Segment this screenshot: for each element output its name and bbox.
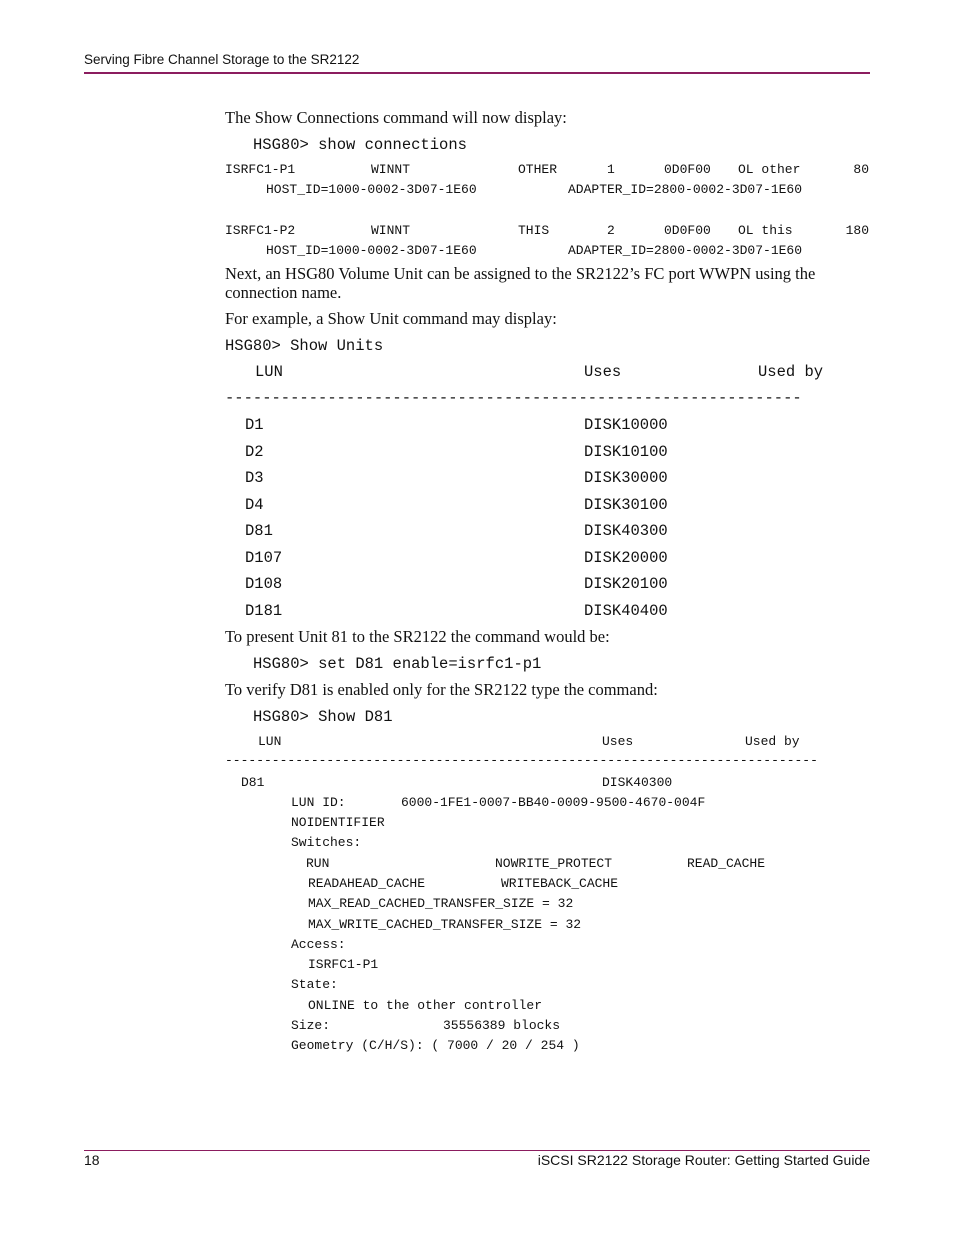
running-header: Serving Fibre Channel Storage to the SR2122 — [84, 52, 360, 67]
connection-controller: OTHER — [518, 162, 558, 177]
d81-header-used-by: Used by — [745, 734, 800, 749]
intro-paragraph: The Show Connections command will now display: — [225, 108, 567, 127]
connection-controller: THIS — [518, 223, 550, 238]
table-row-uses: DISK10000 — [584, 416, 668, 434]
command-show-units: HSG80> Show Units — [225, 337, 384, 355]
max-read-transfer: MAX_READ_CACHED_TRANSFER_SIZE = 32 — [308, 896, 574, 911]
units-header-used-by: Used by — [758, 363, 824, 381]
switch-writeback-cache: WRITEBACK_CACHE — [501, 876, 619, 891]
switch-readahead-cache: READAHEAD_CACHE — [308, 876, 426, 891]
connection-adapter-id: ADAPTER_ID=2800-0002-3D07-1E60 — [568, 182, 803, 197]
connection-port: 1 — [607, 162, 615, 177]
table-row-lun: D181 — [245, 602, 283, 620]
state-value: ONLINE to the other controller — [308, 998, 543, 1013]
footer-guide-title: iSCSI SR2122 Storage Router: Getting Started Guide — [537, 1152, 870, 1168]
switches-label: Switches: — [291, 835, 362, 850]
table-row-lun: D108 — [245, 575, 283, 593]
switch-run: RUN — [306, 856, 330, 871]
access-label: Access: — [291, 937, 346, 952]
lun-id-value: 6000-1FE1-0007-BB40-0009-9500-4670-004F — [401, 795, 706, 810]
table-row-uses: DISK40400 — [584, 602, 668, 620]
switch-read-cache: READ_CACHE — [687, 856, 766, 871]
table-row-uses: DISK10100 — [584, 443, 668, 461]
table-row-uses: DISK40300 — [584, 522, 668, 540]
lun-id-label: LUN ID: — [291, 795, 346, 810]
connection-adapter-id: ADAPTER_ID=2800-0002-3D07-1E60 — [568, 243, 803, 258]
connection-name: ISRFC1-P2 — [225, 223, 296, 238]
connection-name: ISRFC1-P1 — [225, 162, 296, 177]
connection-host-id: HOST_ID=1000-0002-3D07-1E60 — [266, 243, 477, 258]
d81-lun: D81 — [241, 775, 265, 790]
table-row-lun: D2 — [245, 443, 264, 461]
command-set-d81: HSG80> set D81 enable=isrfc1-p1 — [253, 655, 542, 673]
geometry: Geometry (C/H/S): ( 7000 / 20 / 254 ) — [291, 1038, 580, 1053]
example-paragraph: For example, a Show Unit command may display: — [225, 309, 557, 328]
table-row-uses: DISK30100 — [584, 496, 668, 514]
assign-paragraph-line1: Next, an HSG80 Volume Unit can be assigned to the SR2122’s FC port WWPN using the — [225, 264, 816, 283]
footer-rule — [84, 1150, 870, 1151]
verify-paragraph: To verify D81 is enabled only for the SR2122 type the command: — [225, 680, 658, 699]
table-row-uses: DISK20100 — [584, 575, 668, 593]
switch-nowrite-protect: NOWRITE_PROTECT — [495, 856, 613, 871]
connection-address: 0D0F00 — [664, 162, 711, 177]
units-header-lun: LUN — [255, 363, 283, 381]
max-write-transfer: MAX_WRITE_CACHED_TRANSFER_SIZE = 32 — [308, 917, 582, 932]
command-show-d81: HSG80> Show D81 — [253, 708, 393, 726]
d81-uses: DISK40300 — [602, 775, 673, 790]
connection-host-id: HOST_ID=1000-0002-3D07-1E60 — [266, 182, 477, 197]
connection-address: 0D0F00 — [664, 223, 711, 238]
connection-offset: 180 — [845, 223, 869, 238]
state-label: State: — [291, 977, 338, 992]
table-row-uses: DISK20000 — [584, 549, 668, 567]
page-number: 18 — [84, 1152, 100, 1168]
units-header-uses: Uses — [584, 363, 622, 381]
d81-header-lun: LUN — [258, 734, 282, 749]
table-row-uses: DISK30000 — [584, 469, 668, 487]
access-value: ISRFC1-P1 — [308, 957, 379, 972]
connection-os: WINNT — [371, 223, 411, 238]
table-row-lun: D107 — [245, 549, 283, 567]
table-row-lun: D1 — [245, 416, 264, 434]
connection-port: 2 — [607, 223, 615, 238]
connection-status: OL other — [738, 162, 801, 177]
assign-paragraph-line2: connection name. — [225, 283, 342, 302]
connection-status: OL this — [738, 223, 793, 238]
present-paragraph: To present Unit 81 to the SR2122 the command would be: — [225, 627, 610, 646]
header-rule — [84, 72, 870, 74]
size-value: 35556389 blocks — [443, 1018, 561, 1033]
table-row-lun: D3 — [245, 469, 264, 487]
noidentifier: NOIDENTIFIER — [291, 815, 385, 830]
size-label: Size: — [291, 1018, 331, 1033]
units-divider: -------------------------------------------------------------- — [225, 389, 802, 407]
d81-divider: ---------------------------------------------------------------------------- — [225, 753, 818, 768]
command-show-connections: HSG80> show connections — [253, 136, 467, 154]
d81-header-uses: Uses — [602, 734, 634, 749]
table-row-lun: D81 — [245, 522, 273, 540]
table-row-lun: D4 — [245, 496, 264, 514]
connection-offset: 80 — [853, 162, 869, 177]
connection-os: WINNT — [371, 162, 411, 177]
